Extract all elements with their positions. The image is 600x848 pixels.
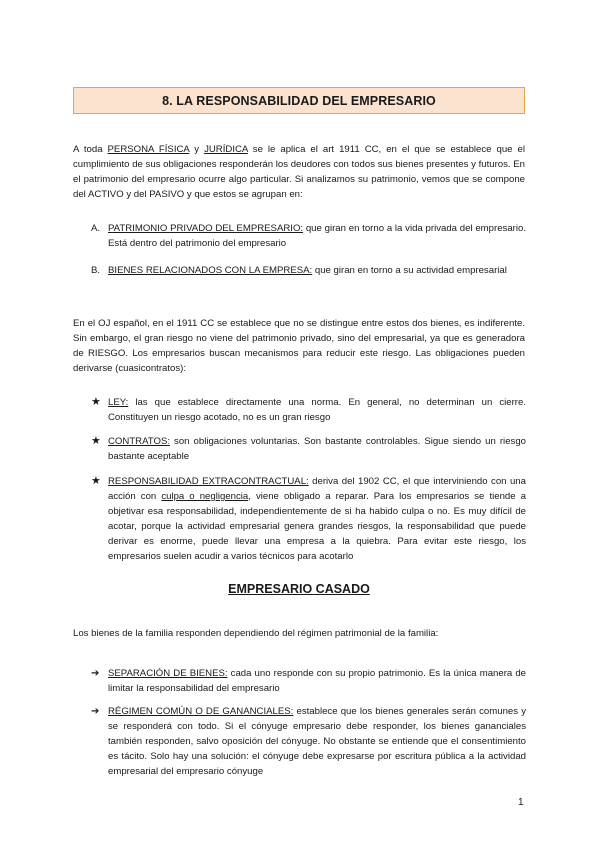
list-item-ley: LEY: las que establece directamente una norma. En general, no determinan un cierre. Constituyen un riesgo acotado, no es un gran riesgo: [108, 397, 526, 423]
section-title: 8. LA RESPONSABILIDAD DEL EMPRESARIO: [162, 93, 436, 108]
oj-paragraph: En el OJ español, en el 1911 CC se establece que no se distingue entre estos dos bienes, es indiferente. Sin embargo, el gran riesgo no viene del patrimonio privado, sino del empresarial, ya que es generadora de RIESGO. Los empresarios buscan mecanismos para reducir este riesgo. Las obligaciones pueden derivarse (cuasicontratos):: [73, 318, 525, 374]
star-bullet-icon: ★: [91, 475, 101, 487]
section2-intro: Los bienes de la familia responden dependiendo del régimen patrimonial de la familia:: [73, 628, 439, 639]
list-item-bienes-empresa: BIENES RELACIONADOS CON LA EMPRESA: que giran en torno a su actividad empresarial: [108, 265, 507, 276]
list-item-regimen-gananciales: RÉGIMEN COMÚN O DE GANANCIALES: establece que los bienes generales serán comunes y se responderá con todo. Si el cónyuge empresario debe responder, los bienes gananciales también responden, salvo oposición del cónyuge. No obstante se entiende que el consentimiento es tácito. Solo hay una solución: el cónyuge debe expresarse por escritura pública a la actividad empresarial del empresario cónyuge: [108, 706, 527, 777]
section-heading-empresario-casado: EMPRESARIO CASADO: [228, 582, 370, 596]
star-bullet-icon: ★: [91, 435, 101, 447]
star-bullet-icon: ★: [91, 396, 101, 408]
section-title-box: [73, 87, 525, 114]
arrow-bullet-icon: ➔: [91, 668, 100, 679]
juridica-term: JURÍDICA: [204, 144, 248, 155]
arrow-bullet-icon: ➔: [91, 706, 100, 717]
list-marker-b: B.: [91, 265, 101, 276]
list-item-responsabilidad-extracontractual: RESPONSABILIDAD EXTRACONTRACTUAL: deriva del 1902 CC, el que interviniendo con una acción con culpa o negligencia, viene obligado a reparar. Para los empresarios se tiende a objetivar esa responsabilidad, independientemente de si ha habido culpa o no. Es muy difícil de acotar, porque la actividad empresarial genera grandes riesgos, la responsabilidad que puede derivar es enorme, puede llevar una empresa a la quiebra. Para evitar este riesgo, los empresarios suelen acudir a varios técnicos para acotarlo: [108, 476, 526, 562]
persona-fisica-term: PERSONA FÍSICA: [107, 144, 190, 155]
list-item-patrimonio-privado: PATRIMONIO PRIVADO DEL EMPRESARIO: que giran en torno a la vida privada del empresario. Está dentro del patrimonio del empresario: [108, 223, 527, 249]
list-item-separacion-bienes: SEPARACIÓN DE BIENES: cada uno responde con su propio patrimonio. Es la única manera de limitar la responsabilidad del empresario: [108, 668, 526, 694]
intro-paragraph: A toda PERSONA FÍSICA y JURÍDICA se le aplica el art 1911 CC, en el que se establece que el cumplimiento de sus obligaciones responderán los deudores con todos sus bienes presentes y futuros. En el patrimonio del empresario ocurre algo particular. Si analizamos su patrimonio, vemos que se compone del ACTIVO y del PASIVO y que estos se agrupan en:: [73, 144, 525, 200]
page-number: 1: [518, 797, 524, 808]
list-item-contratos: CONTRATOS: son obligaciones voluntarias. Son bastante controlables. Sigue siendo un riesgo bastante aceptable: [108, 436, 526, 462]
culpa-negligencia-term: culpa o negligencia: [161, 491, 249, 502]
list-marker-a: A.: [91, 223, 101, 234]
